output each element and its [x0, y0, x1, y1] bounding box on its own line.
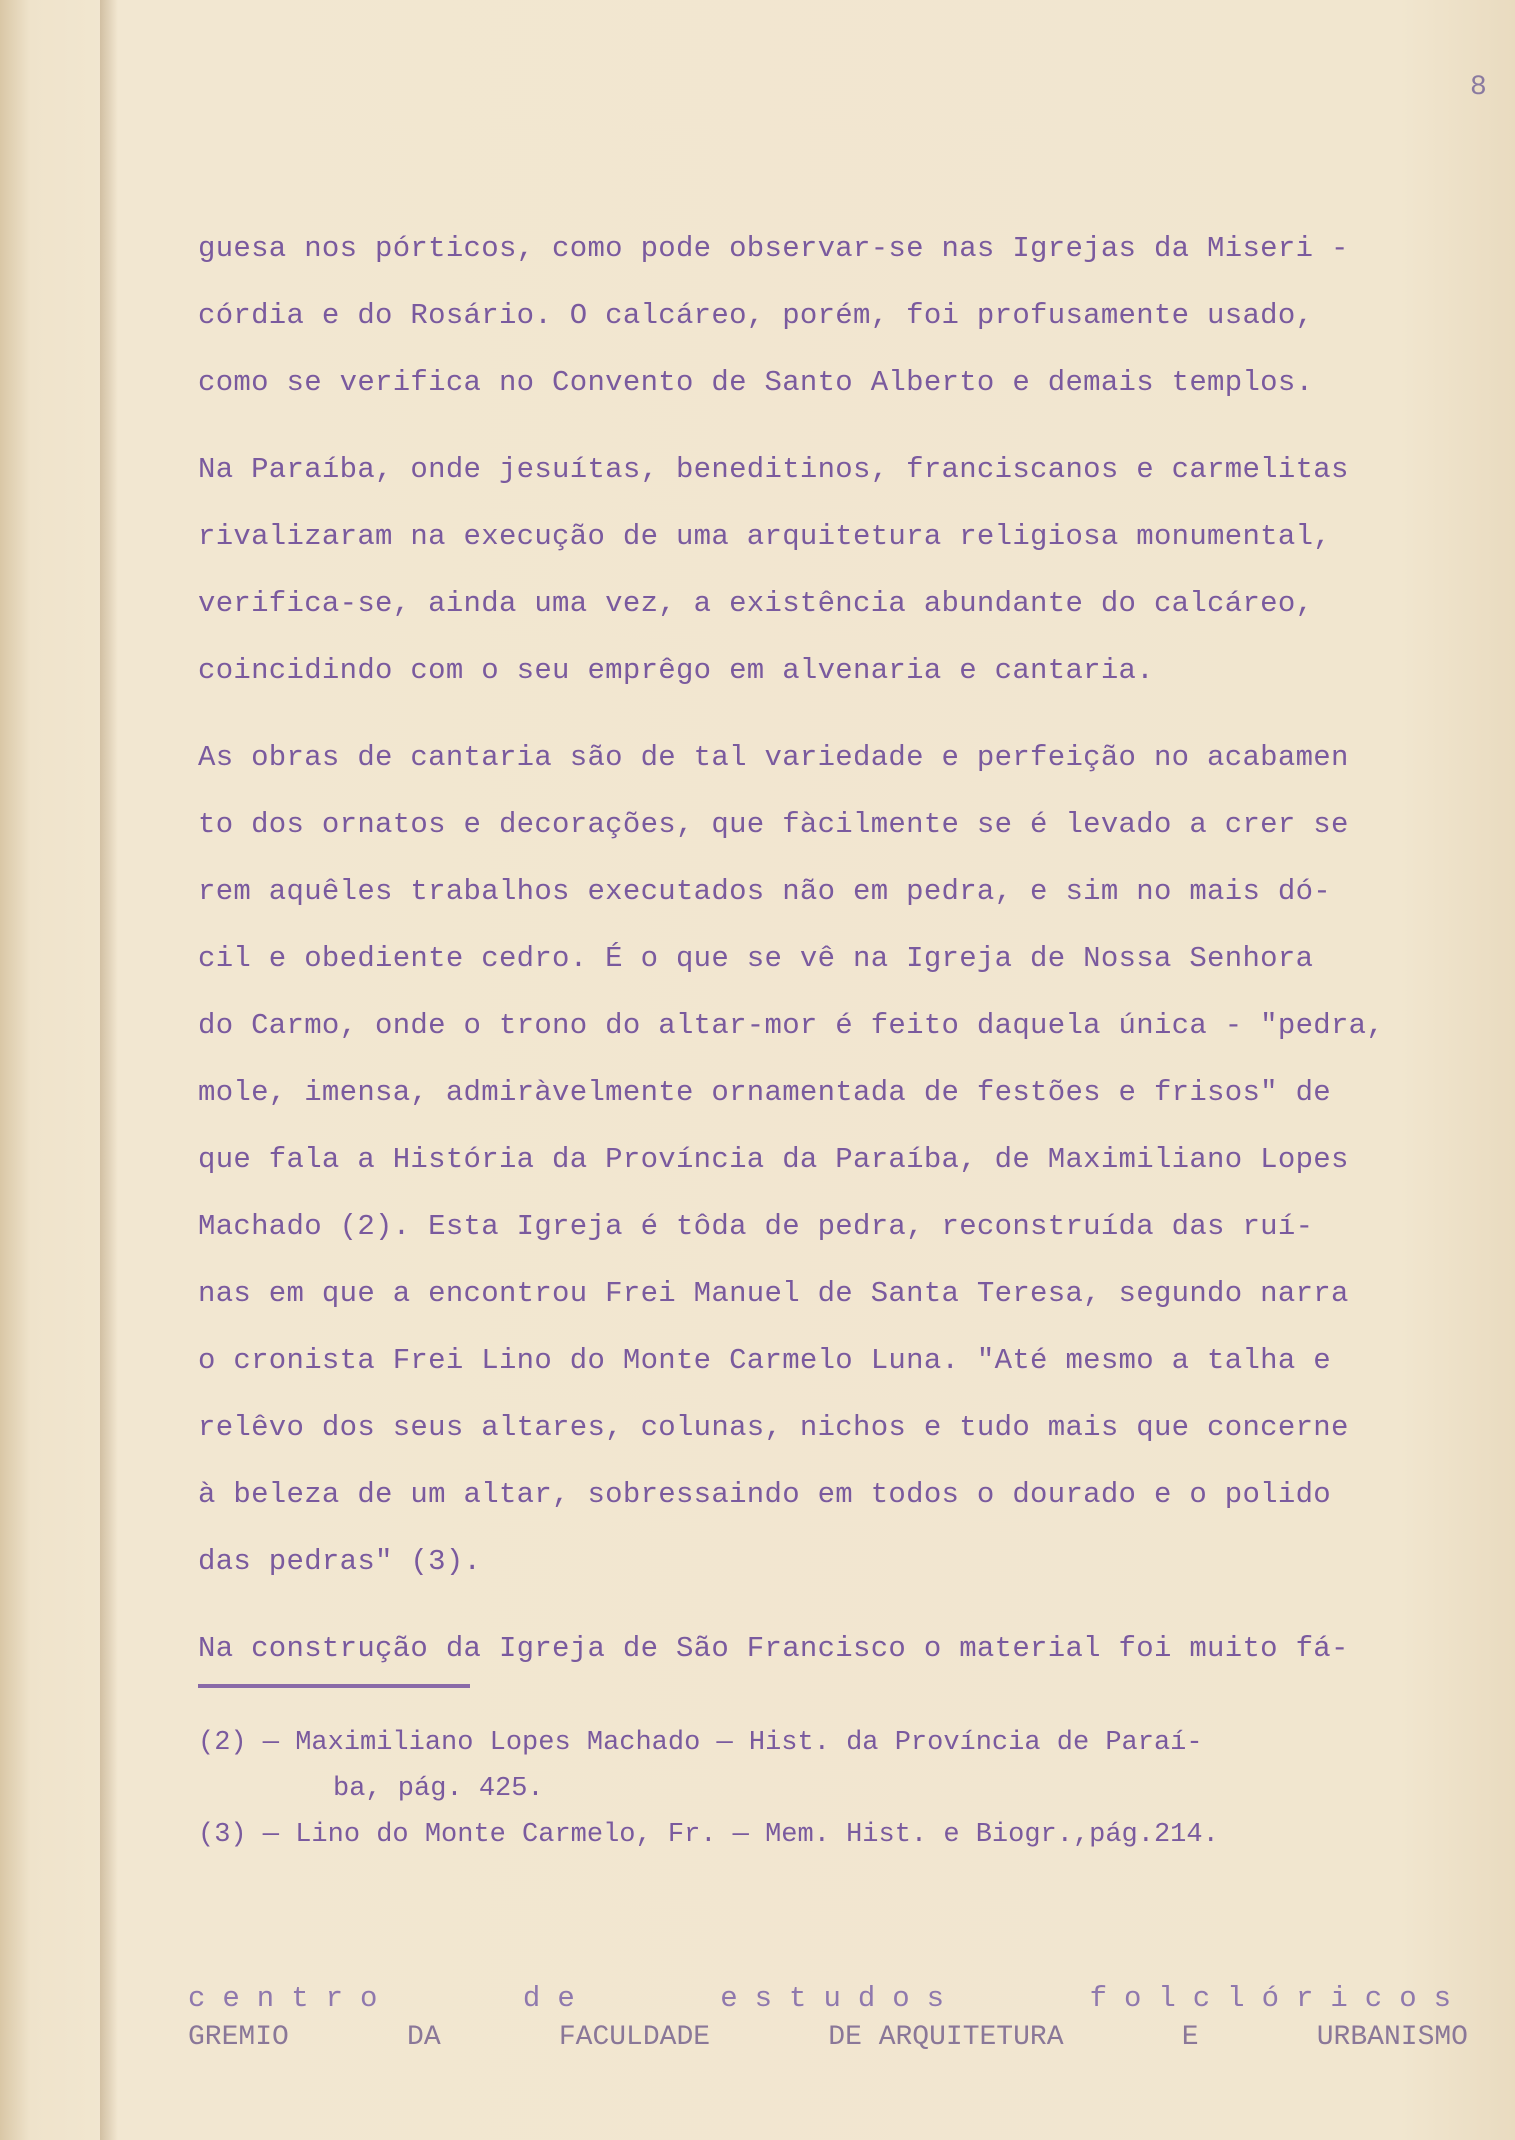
text-line: o cronista Frei Lino do Monte Carmelo Luna. "Até mesmo a talha e: [198, 1344, 1331, 1377]
text-line: to dos ornatos e decorações, que fàcilmente se é levado a crer se: [198, 808, 1349, 841]
letterhead: [188, 1982, 1468, 2062]
paragraph: [198, 724, 1488, 1595]
text-line: cil e obediente cedro. É o que se vê na Igreja de Nossa Senhora: [198, 942, 1314, 975]
letterhead-word: URBANISMO: [1316, 2022, 1468, 2053]
letterhead-line-2: [188, 2022, 1468, 2062]
page-edge-shadow: [100, 0, 118, 2140]
text-line: Machado (2). Esta Igreja é tôda de pedra, reconstruída das ruí-: [198, 1210, 1314, 1243]
text-line: que fala a História da Província da Paraíba, de Maximiliano Lopes: [198, 1143, 1349, 1176]
text-line: Na construção da Igreja de São Francisco o material foi muito fá-: [198, 1632, 1349, 1665]
text-line: nas em que a encontrou Frei Manuel de Santa Teresa, segundo narra: [198, 1277, 1349, 1310]
text-line: como se verifica no Convento de Santo Alberto e demais templos.: [198, 366, 1314, 399]
footnotes: [198, 1720, 1488, 1858]
text-line: coincidindo com o seu emprêgo em alvenaria e cantaria.: [198, 654, 1154, 687]
footnote: [198, 1812, 1488, 1858]
text-line: As obras de cantaria são de tal variedade e perfeição no acabamen: [198, 741, 1349, 774]
text-line: Na Paraíba, onde jesuítas, beneditinos, franciscanos e carmelitas: [198, 453, 1349, 486]
letterhead-word: E: [1181, 2022, 1199, 2053]
text-line: verifica-se, ainda uma vez, a existência abundante do calcáreo,: [198, 587, 1314, 620]
text-line: à beleza de um altar, sobressaindo em todos o dourado e o polido: [198, 1478, 1331, 1511]
footnote-line: (3) — Lino do Monte Carmelo, Fr. — Mem. Hist. e Biogr.,pág.214.: [198, 1820, 1219, 1850]
page-number: 8: [1470, 72, 1487, 103]
letterhead-word: estudos: [720, 1982, 962, 2015]
text-line: relêvo dos seus altares, colunas, nichos e tudo mais que concerne: [198, 1411, 1349, 1444]
footnote-line: ba, pág. 425.: [333, 1774, 544, 1804]
text-line: córdia e do Rosário. O calcáreo, porém, foi profusamente usado,: [198, 299, 1314, 332]
paragraph: [198, 436, 1488, 704]
text-line: das pedras" (3).: [198, 1545, 482, 1578]
paragraph: [198, 215, 1488, 416]
text-line: guesa nos pórticos, como pode observar-se nas Igrejas da Miseri -: [198, 232, 1349, 265]
letterhead-line-1: [188, 1982, 1468, 2022]
letterhead-word: centro: [188, 1982, 395, 2015]
footnote-divider: [198, 1684, 470, 1688]
letterhead-word: DA: [407, 2022, 441, 2053]
letterhead-word: GREMIO: [188, 2022, 289, 2053]
letterhead-word: de: [522, 1982, 592, 2015]
paragraph: [198, 1615, 1488, 1682]
letterhead-word: folclóricos: [1089, 1982, 1468, 2015]
body-text: [198, 215, 1488, 1682]
text-line: mole, imensa, admiràvelmente ornamentada de festões e frisos" de: [198, 1076, 1331, 1109]
footnote: [198, 1720, 1488, 1812]
text-line: do Carmo, onde o trono do altar-mor é feito daquela única - "pedra,: [198, 1009, 1385, 1042]
letterhead-word: FACULDADE: [558, 2022, 711, 2053]
letterhead-word: DE ARQUITETURA: [828, 2022, 1064, 2053]
text-line: rivalizaram na execução de uma arquitetura religiosa monumental,: [198, 520, 1331, 553]
text-line: rem aquêles trabalhos executados não em pedra, e sim no mais dó-: [198, 875, 1331, 908]
footnote-line: (2) — Maximiliano Lopes Machado — Hist. da Província de Paraí-: [198, 1728, 1203, 1758]
